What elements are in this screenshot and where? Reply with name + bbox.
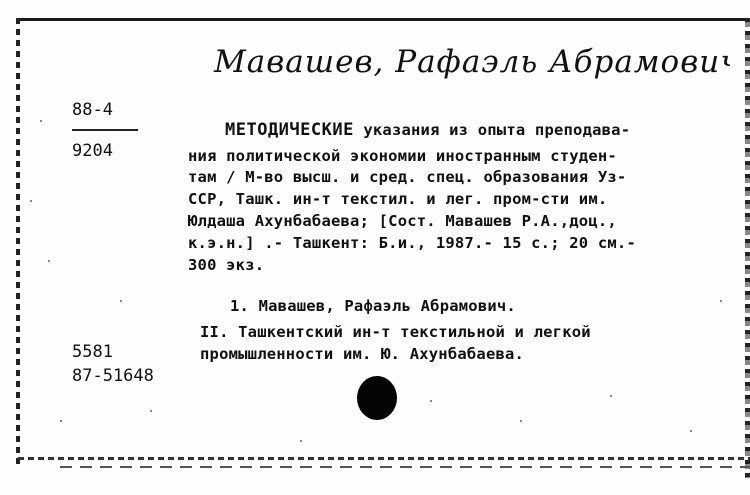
accession-number-1: 5581 [72, 342, 113, 362]
card-bottom-edge [18, 457, 750, 460]
tracing-1: 1. Мавашев, Рафаэль Абрамович. [230, 297, 516, 315]
speckle [40, 120, 42, 122]
entry-line-5: Юлдаша Ахунбабаева; [Сост. Мавашев Р.А.,доц., [188, 212, 617, 230]
handwritten-author-text: Мавашев, Рафаэль Абрамович [214, 44, 730, 80]
entry-title-lead: МЕТОДИЧЕСКИЕ [225, 120, 354, 140]
call-number-top: 88-4 [72, 100, 113, 120]
entry-line-4: ССР, Ташк. ин-т текстил. и лег. пром-сти им. [188, 190, 608, 208]
entry-line-1-rest: указания из опыта преподава- [353, 121, 631, 139]
entry-line-7: 300 экз. [188, 256, 265, 274]
tracing-2: II. Ташкентский ин-т текстильной и легкой [200, 323, 591, 341]
entry-line-2: ния политической экономии иностранным студен- [188, 147, 617, 165]
speckle [30, 200, 32, 202]
speckle [120, 300, 122, 302]
call-number-divider [72, 129, 138, 131]
speckle [48, 260, 50, 262]
speckle [720, 300, 722, 302]
entry-line-3: там / М-во высш. и сред. спец. образования Уз- [188, 168, 627, 186]
handwritten-author-svg [210, 36, 730, 86]
speckle [300, 440, 302, 442]
handwritten-author [210, 36, 730, 86]
card-left-edge [16, 18, 20, 468]
entry-line-1 [225, 120, 630, 141]
speckle [150, 410, 152, 412]
accession-number-2: 87-51648 [72, 366, 154, 386]
card-bottom-edge-shadow [60, 466, 750, 468]
speckle [690, 430, 692, 432]
speckle [520, 420, 522, 422]
card-top-edge [20, 18, 750, 21]
call-number-bottom: 9204 [72, 141, 113, 161]
speckle [430, 400, 432, 402]
card-right-edge [745, 18, 750, 478]
punch-hole [357, 376, 397, 420]
speckle [610, 395, 612, 397]
tracing-3: промышленности им. Ю. Ахунбабаева. [200, 345, 525, 363]
entry-line-6: к.э.н.] .- Ташкент: Б.и., 1987.- 15 с.; 20 см.- [188, 234, 636, 252]
speckle [60, 420, 62, 422]
